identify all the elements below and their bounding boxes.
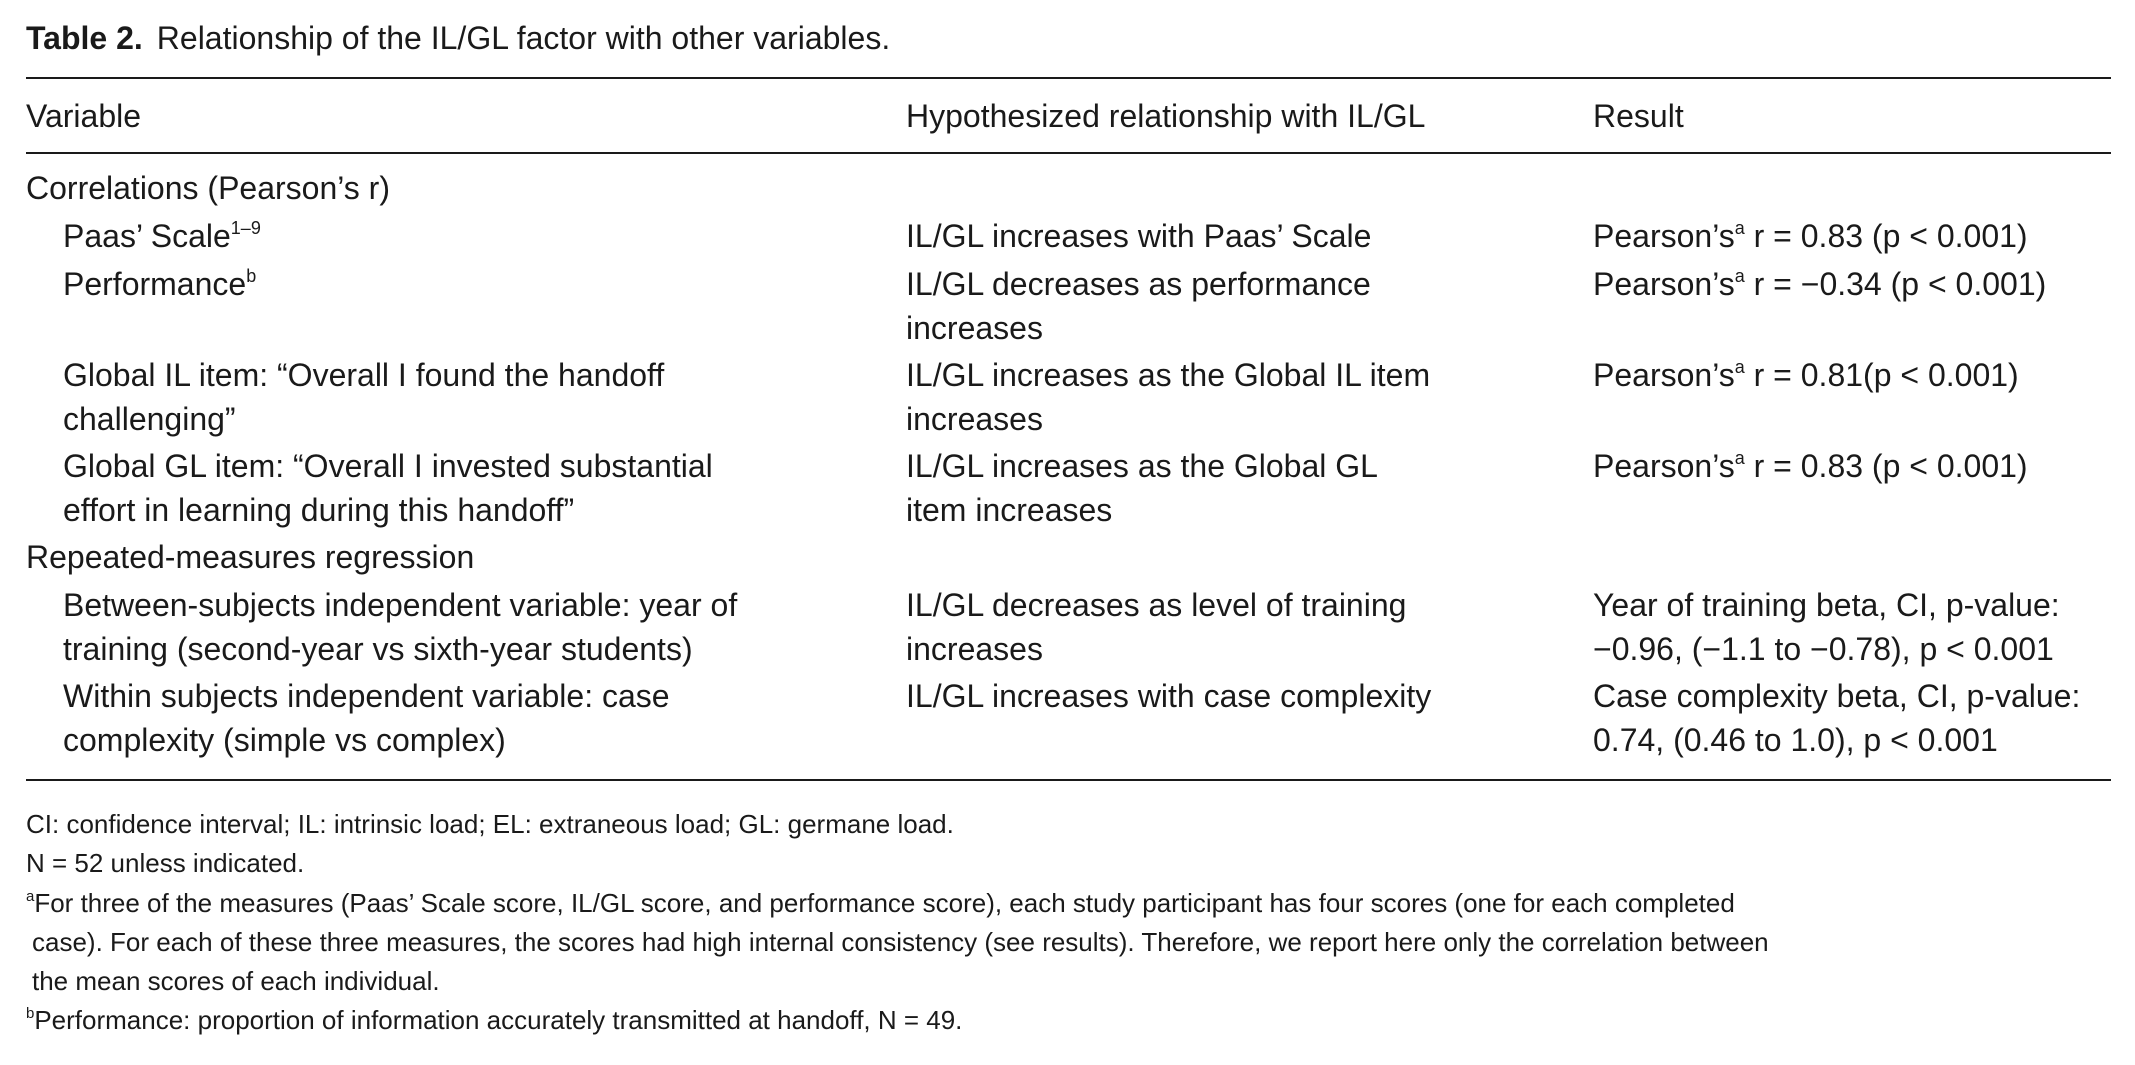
table-label: Table 2. bbox=[26, 20, 143, 56]
row-performance-result: $Pearson’s^a$ r = −0.34 (p < 0.001) bbox=[1593, 266, 2047, 302]
top-rule bbox=[26, 77, 2111, 79]
footnote-a-line-2: case). For each of these three measures, the scores had high internal consistency (see results). Therefore, we report here only the correlation between bbox=[32, 927, 1769, 957]
table-caption bbox=[26, 18, 890, 58]
bottom-rule bbox=[26, 779, 2111, 781]
row-year-variable-1: Between-subjects independent variable: year of bbox=[63, 587, 738, 623]
row-global-gl-hypothesis-2: item increases bbox=[906, 492, 1113, 528]
footnote-b: $^b$Performance: proportion of information accurately transmitted at handoff, N = 49. bbox=[26, 1005, 963, 1035]
row-complexity-result-2: 0.74, (0.46 to 1.0), p < 0.001 bbox=[1593, 722, 1998, 758]
row-complexity-variable-2: complexity (simple vs complex) bbox=[63, 722, 506, 758]
row-year-hypothesis-2: increases bbox=[906, 631, 1043, 667]
row-performance-hypothesis-1: IL/GL decreases as performance bbox=[906, 266, 1371, 302]
row-global-il-hypothesis-2: increases bbox=[906, 401, 1043, 437]
footnote-a-line-3: the mean scores of each individual. bbox=[32, 966, 440, 996]
row-complexity-result-1: Case complexity beta, CI, p-value: bbox=[1593, 678, 2081, 714]
row-year-variable-2: training (second-year vs sixth-year students) bbox=[63, 631, 693, 667]
header-variable: Variable bbox=[26, 98, 142, 134]
row-global-gl-result: $Pearson’s^a$ r = 0.83 (p < 0.001) bbox=[1593, 448, 2028, 484]
header-result: Result bbox=[1593, 98, 1684, 134]
footnote-abbreviations: CI: confidence interval; IL: intrinsic load; EL: extraneous load; GL: germane load. bbox=[26, 809, 954, 839]
row-performance-variable: Performance$^b$ bbox=[63, 266, 257, 302]
row-global-il-result: $Pearson’s^a$ r = 0.81(p < 0.001) bbox=[1593, 357, 2019, 393]
row-complexity-variable-1: Within subjects independent variable: case bbox=[63, 678, 670, 714]
section-regression: Repeated-measures regression bbox=[26, 539, 475, 575]
row-global-gl-variable-1: Global GL item: “Overall I invested substantial bbox=[63, 448, 713, 484]
row-paas-result: $Pearson’s^a$ r = 0.83 (p < 0.001) bbox=[1593, 218, 2028, 254]
row-global-il-hypothesis-1: IL/GL increases as the Global IL item bbox=[906, 357, 1431, 393]
header-hypothesis: Hypothesized relationship with IL/GL bbox=[906, 98, 1426, 134]
footnote-n: N = 52 unless indicated. bbox=[26, 848, 305, 878]
table-title: Relationship of the IL/GL factor with other variables. bbox=[156, 20, 891, 56]
row-year-hypothesis-1: IL/GL decreases as level of training bbox=[906, 587, 1407, 623]
footnote-a-line-1: $^a$For three of the measures (Paas’ Scale score, IL/GL score, and performance score), each study participant has four scores (one for each completed bbox=[26, 888, 1735, 918]
row-paas-variable: Paas’ Scale$^{1-9}$ bbox=[63, 218, 261, 254]
row-global-il-variable-1: Global IL item: “Overall I found the handoff bbox=[63, 357, 665, 393]
row-year-result-2: −0.96, (−1.1 to −0.78), p < 0.001 bbox=[1593, 631, 2054, 667]
header-rule bbox=[26, 152, 2111, 154]
row-paas-hypothesis: IL/GL increases with Paas’ Scale bbox=[906, 218, 1372, 254]
row-year-result-1: Year of training beta, CI, p-value: bbox=[1593, 587, 2060, 623]
row-global-gl-hypothesis-1: IL/GL increases as the Global GL bbox=[906, 448, 1378, 484]
row-global-il-variable-2: challenging” bbox=[63, 401, 236, 437]
row-performance-hypothesis-2: increases bbox=[906, 310, 1043, 346]
row-global-gl-variable-2: effort in learning during this handoff” bbox=[63, 492, 575, 528]
section-correlations: Correlations (Pearson’s r) bbox=[26, 170, 390, 206]
row-complexity-hypothesis-1: IL/GL increases with case complexity bbox=[906, 678, 1432, 714]
